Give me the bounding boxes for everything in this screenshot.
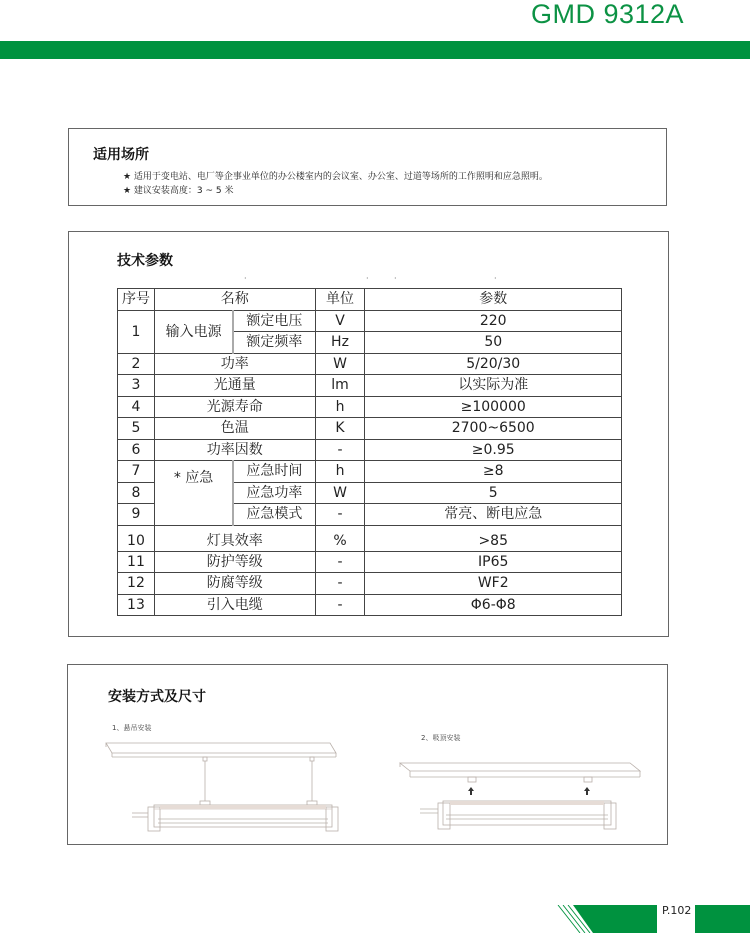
table-row	[118, 461, 622, 483]
table-header-row	[118, 289, 622, 311]
row-unit: V	[315, 310, 365, 332]
row-name: 防腐等级	[154, 573, 315, 595]
row-unit: -	[315, 439, 365, 461]
row-no: 7	[118, 461, 155, 483]
row-name: 引入电缆	[154, 594, 315, 616]
row-name: 灯具效率	[154, 525, 315, 551]
row-name: 应急时间	[233, 461, 315, 483]
row-no: 8	[118, 482, 155, 504]
page-number: P.102	[662, 904, 692, 917]
row-name: 光通量	[154, 375, 315, 397]
row-unit: -	[315, 594, 365, 616]
application-bullet: ★ 建议安装高度：3 ~ 5 米	[123, 186, 234, 196]
row-value: >85	[365, 525, 622, 551]
specs-section	[68, 231, 669, 637]
row-unit: Hz	[315, 332, 365, 354]
row-no: 6	[118, 439, 155, 461]
specs-table	[117, 288, 622, 616]
row-value: 5	[365, 482, 622, 504]
row-value: 常亮、断电应急	[365, 504, 622, 526]
row-value: IP65	[365, 551, 622, 573]
header-name: 名称	[154, 289, 315, 311]
table-row	[118, 439, 622, 461]
table-row	[118, 594, 622, 616]
ceiling-mount-diagram-icon	[398, 757, 648, 842]
row-value: ≥100000	[365, 396, 622, 418]
row-group: * 应急	[154, 461, 233, 526]
header-bar	[0, 41, 750, 59]
row-name: 功率因数	[154, 439, 315, 461]
application-section	[68, 128, 667, 206]
row-no: 4	[118, 396, 155, 418]
row-no: 12	[118, 573, 155, 595]
row-no: 5	[118, 418, 155, 440]
row-value: WF2	[365, 573, 622, 595]
row-unit: W	[315, 353, 365, 375]
dot-mark: ·	[366, 274, 369, 283]
row-value: 5/20/30	[365, 353, 622, 375]
row-name: 额定电压	[233, 310, 315, 332]
row-no: 3	[118, 375, 155, 397]
table-row	[118, 551, 622, 573]
installation-title: 安装方式及尺寸	[108, 689, 206, 705]
specs-title: 技术参数	[117, 253, 173, 269]
application-title: 适用场所	[93, 147, 149, 163]
row-no: 10	[118, 525, 155, 551]
footer-bar	[695, 905, 750, 933]
row-unit: lm	[315, 375, 365, 397]
header-value: 参数	[365, 289, 622, 311]
row-unit: -	[315, 573, 365, 595]
table-row	[118, 573, 622, 595]
ceiling-mount-label: 2、吸顶安装	[421, 734, 461, 742]
header-unit: 单位	[315, 289, 365, 311]
row-no: 1	[118, 310, 155, 353]
row-value: Φ6-Φ8	[365, 594, 622, 616]
table-row	[118, 375, 622, 397]
row-no: 2	[118, 353, 155, 375]
row-no: 9	[118, 504, 155, 526]
row-no: 13	[118, 594, 155, 616]
row-no: 11	[118, 551, 155, 573]
table-row	[118, 353, 622, 375]
row-value: 2700~6500	[365, 418, 622, 440]
row-name: 光源寿命	[154, 396, 315, 418]
row-name: 色温	[154, 418, 315, 440]
table-row	[118, 310, 622, 332]
row-name: 防护等级	[154, 551, 315, 573]
row-unit: W	[315, 482, 365, 504]
table-row	[118, 525, 622, 551]
suspended-mount-label: 1、悬吊安装	[112, 724, 152, 732]
model-title: GMD 9312A	[531, 0, 685, 29]
row-unit: K	[315, 418, 365, 440]
row-unit: %	[315, 525, 365, 551]
row-unit: h	[315, 461, 365, 483]
header-no: 序号	[118, 289, 155, 311]
row-value: ≥8	[365, 461, 622, 483]
installation-section	[67, 664, 668, 845]
table-row	[118, 396, 622, 418]
row-unit: -	[315, 504, 365, 526]
row-value: 220	[365, 310, 622, 332]
row-group: 输入电源	[154, 310, 233, 353]
row-name: 功率	[154, 353, 315, 375]
row-value: 以实际为准	[365, 375, 622, 397]
suspended-mount-diagram-icon	[98, 735, 348, 835]
table-row	[118, 418, 622, 440]
row-name: 应急模式	[233, 504, 315, 526]
dot-mark: ·	[494, 274, 497, 283]
row-name: 额定频率	[233, 332, 315, 354]
row-unit: -	[315, 551, 365, 573]
row-value: ≥0.95	[365, 439, 622, 461]
row-unit: h	[315, 396, 365, 418]
dot-mark: ·	[244, 274, 247, 283]
application-bullet: ★ 适用于变电站、电厂等企事业单位的办公楼室内的会议室、办公室、过道等场所的工作照明和应急照明。	[123, 172, 548, 182]
row-value: 50	[365, 332, 622, 354]
dot-mark: ·	[394, 274, 397, 283]
row-name: 应急功率	[233, 482, 315, 504]
